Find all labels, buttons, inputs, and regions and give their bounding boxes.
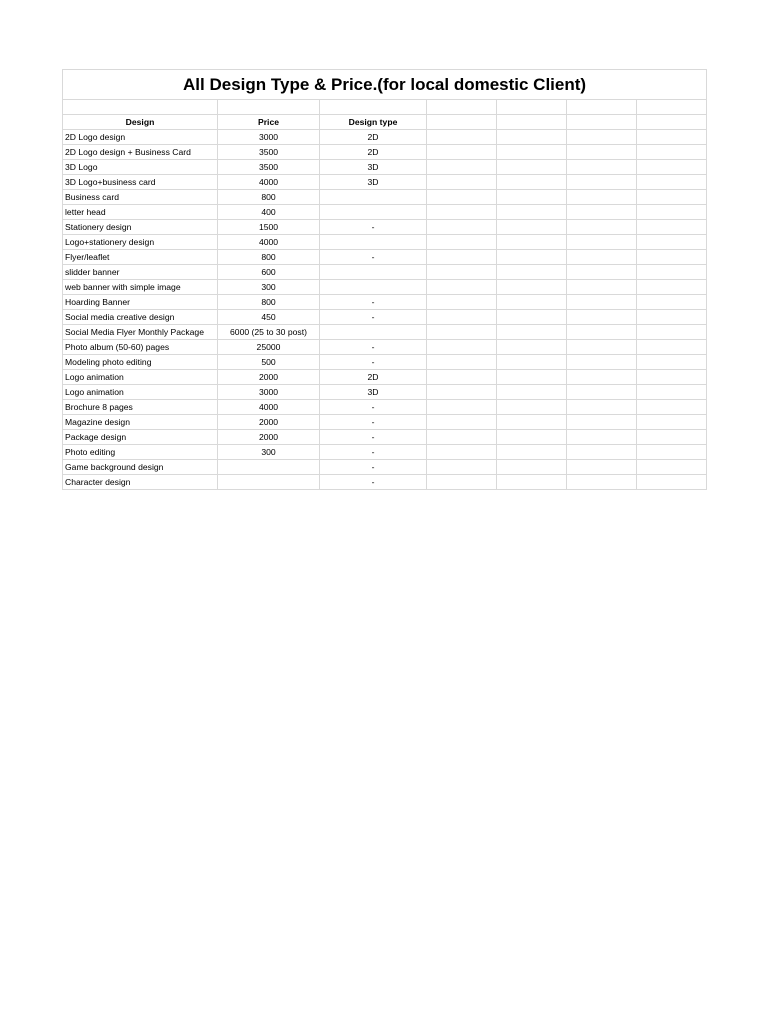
cell xyxy=(637,310,707,325)
cell-design: slidder banner xyxy=(63,265,218,280)
cell xyxy=(497,355,567,370)
title-row xyxy=(63,70,707,100)
cell-design: 3D Logo xyxy=(63,160,218,175)
cell-design-type xyxy=(320,235,427,250)
cell xyxy=(567,340,637,355)
cell xyxy=(497,460,567,475)
cell-design: Logo animation xyxy=(63,370,218,385)
cell xyxy=(637,265,707,280)
cell xyxy=(637,250,707,265)
cell-price: 3000 xyxy=(218,130,320,145)
cell xyxy=(567,370,637,385)
cell-price: 500 xyxy=(218,355,320,370)
cell xyxy=(497,235,567,250)
price-sheet xyxy=(62,69,706,490)
cell xyxy=(427,310,497,325)
cell xyxy=(567,430,637,445)
cell xyxy=(567,355,637,370)
cell xyxy=(567,385,637,400)
cell xyxy=(567,190,637,205)
cell xyxy=(497,175,567,190)
cell xyxy=(497,205,567,220)
cell xyxy=(637,190,707,205)
cell-design-type: - xyxy=(320,340,427,355)
cell-design: Magazine design xyxy=(63,415,218,430)
cell xyxy=(567,310,637,325)
table-row xyxy=(63,160,707,175)
cell-price: 2000 xyxy=(218,415,320,430)
cell-price: 300 xyxy=(218,280,320,295)
cell-price: 800 xyxy=(218,250,320,265)
cell-design-type: - xyxy=(320,415,427,430)
cell-design-type xyxy=(320,205,427,220)
sheet-title: All Design Type & Price.(for local domestic Client) xyxy=(63,70,707,100)
table-row xyxy=(63,295,707,310)
cell xyxy=(637,430,707,445)
cell-design-type: - xyxy=(320,475,427,490)
table-row xyxy=(63,355,707,370)
cell-design-type: - xyxy=(320,310,427,325)
cell xyxy=(427,100,497,115)
cell xyxy=(427,115,497,130)
cell-design: 2D Logo design xyxy=(63,130,218,145)
cell-design-type xyxy=(320,190,427,205)
cell xyxy=(497,400,567,415)
cell-design: Package design xyxy=(63,430,218,445)
cell xyxy=(497,190,567,205)
cell-design: Character design xyxy=(63,475,218,490)
cell xyxy=(637,130,707,145)
cell-price: 3000 xyxy=(218,385,320,400)
cell xyxy=(497,295,567,310)
cell-design: Photo editing xyxy=(63,445,218,460)
cell xyxy=(497,130,567,145)
cell xyxy=(427,265,497,280)
cell-design: 2D Logo design + Business Card xyxy=(63,145,218,160)
table-row xyxy=(63,475,707,490)
cell-design: Modeling photo editing xyxy=(63,355,218,370)
cell xyxy=(497,265,567,280)
cell xyxy=(567,460,637,475)
table-row xyxy=(63,220,707,235)
cell xyxy=(637,115,707,130)
cell-design-type: - xyxy=(320,400,427,415)
cell xyxy=(637,160,707,175)
table-row xyxy=(63,430,707,445)
table-row xyxy=(63,250,707,265)
cell xyxy=(427,370,497,385)
table-row xyxy=(63,205,707,220)
cell xyxy=(218,100,320,115)
cell-price: 600 xyxy=(218,265,320,280)
cell-design-type: - xyxy=(320,250,427,265)
cell xyxy=(637,445,707,460)
cell xyxy=(427,205,497,220)
cell-design: Social Media Flyer Monthly Package xyxy=(63,325,218,340)
cell xyxy=(637,385,707,400)
cell-price: 450 xyxy=(218,310,320,325)
cell-design-type xyxy=(320,265,427,280)
cell xyxy=(637,370,707,385)
table-row xyxy=(63,310,707,325)
cell-design-type: 3D xyxy=(320,385,427,400)
cell-price: 4000 xyxy=(218,175,320,190)
cell xyxy=(567,175,637,190)
cell-design-type: - xyxy=(320,460,427,475)
cell xyxy=(567,100,637,115)
cell-design: Photo album (50-60) pages xyxy=(63,340,218,355)
cell xyxy=(497,160,567,175)
header-row xyxy=(63,115,707,130)
cell-design: Game background design xyxy=(63,460,218,475)
cell-price: 25000 xyxy=(218,340,320,355)
cell-design: Logo+stationery design xyxy=(63,235,218,250)
cell xyxy=(497,475,567,490)
table-row xyxy=(63,400,707,415)
cell-price: 6000 (25 to 30 post) xyxy=(218,325,320,340)
cell-price: 4000 xyxy=(218,400,320,415)
cell xyxy=(497,145,567,160)
cell-design-type xyxy=(320,280,427,295)
cell xyxy=(637,100,707,115)
cell xyxy=(427,160,497,175)
cell-design: 3D Logo+business card xyxy=(63,175,218,190)
blank-row xyxy=(63,100,707,115)
table-row xyxy=(63,385,707,400)
cell xyxy=(497,370,567,385)
cell xyxy=(497,430,567,445)
table-row xyxy=(63,325,707,340)
cell xyxy=(567,145,637,160)
header-price: Price xyxy=(218,115,320,130)
cell xyxy=(497,115,567,130)
cell xyxy=(637,205,707,220)
cell-design-type: 3D xyxy=(320,160,427,175)
cell xyxy=(320,100,427,115)
cell xyxy=(497,325,567,340)
cell-price: 4000 xyxy=(218,235,320,250)
cell xyxy=(637,280,707,295)
cell xyxy=(637,355,707,370)
cell-design-type: 3D xyxy=(320,175,427,190)
cell xyxy=(567,130,637,145)
cell xyxy=(637,325,707,340)
table-row xyxy=(63,175,707,190)
cell-price: 2000 xyxy=(218,430,320,445)
cell-design-type: 2D xyxy=(320,130,427,145)
cell-design-type: - xyxy=(320,430,427,445)
cell-design: Flyer/leaflet xyxy=(63,250,218,265)
cell xyxy=(427,430,497,445)
table-row xyxy=(63,130,707,145)
header-design-type: Design type xyxy=(320,115,427,130)
cell xyxy=(637,175,707,190)
table-row xyxy=(63,145,707,160)
cell xyxy=(497,100,567,115)
cell-design: Social media creative design xyxy=(63,310,218,325)
cell-price: 3500 xyxy=(218,160,320,175)
table-row xyxy=(63,415,707,430)
cell-design: Hoarding Banner xyxy=(63,295,218,310)
cell xyxy=(637,415,707,430)
cell xyxy=(427,130,497,145)
cell xyxy=(427,475,497,490)
cell-price xyxy=(218,460,320,475)
cell-price: 800 xyxy=(218,190,320,205)
cell xyxy=(567,160,637,175)
cell xyxy=(637,460,707,475)
cell xyxy=(637,340,707,355)
cell xyxy=(497,445,567,460)
cell-design-type: - xyxy=(320,220,427,235)
cell-price: 400 xyxy=(218,205,320,220)
cell xyxy=(497,340,567,355)
cell xyxy=(427,295,497,310)
table-row xyxy=(63,280,707,295)
cell xyxy=(567,220,637,235)
cell-design-type: - xyxy=(320,445,427,460)
cell xyxy=(427,235,497,250)
cell xyxy=(567,205,637,220)
cell xyxy=(567,415,637,430)
cell xyxy=(567,265,637,280)
cell xyxy=(427,355,497,370)
price-table xyxy=(62,69,707,490)
cell xyxy=(427,190,497,205)
cell-price: 2000 xyxy=(218,370,320,385)
table-row xyxy=(63,370,707,385)
cell xyxy=(427,325,497,340)
cell-design-type xyxy=(320,325,427,340)
cell xyxy=(567,325,637,340)
cell xyxy=(427,250,497,265)
cell-design: web banner with simple image xyxy=(63,280,218,295)
cell xyxy=(637,145,707,160)
cell xyxy=(567,250,637,265)
cell xyxy=(427,385,497,400)
cell xyxy=(427,175,497,190)
cell-design: Stationery design xyxy=(63,220,218,235)
table-row xyxy=(63,190,707,205)
table-row xyxy=(63,265,707,280)
cell xyxy=(427,280,497,295)
cell xyxy=(427,340,497,355)
cell-price: 3500 xyxy=(218,145,320,160)
cell xyxy=(427,460,497,475)
cell xyxy=(427,145,497,160)
cell xyxy=(567,445,637,460)
cell xyxy=(567,235,637,250)
cell xyxy=(567,475,637,490)
cell xyxy=(497,310,567,325)
cell-design-type: - xyxy=(320,295,427,310)
cell-design-type: - xyxy=(320,355,427,370)
table-row xyxy=(63,460,707,475)
cell xyxy=(637,295,707,310)
cell xyxy=(567,280,637,295)
cell xyxy=(567,115,637,130)
cell xyxy=(427,445,497,460)
table-row xyxy=(63,445,707,460)
cell-design: letter head xyxy=(63,205,218,220)
cell-price: 1500 xyxy=(218,220,320,235)
cell xyxy=(637,475,707,490)
cell-design: Logo animation xyxy=(63,385,218,400)
cell xyxy=(427,220,497,235)
header-design: Design xyxy=(63,115,218,130)
cell xyxy=(427,415,497,430)
cell xyxy=(567,295,637,310)
cell xyxy=(497,250,567,265)
cell-price: 800 xyxy=(218,295,320,310)
cell xyxy=(497,415,567,430)
cell xyxy=(497,280,567,295)
cell-design: Business card xyxy=(63,190,218,205)
cell xyxy=(637,220,707,235)
cell xyxy=(427,400,497,415)
cell xyxy=(63,100,218,115)
cell xyxy=(637,400,707,415)
cell-price xyxy=(218,475,320,490)
table-row xyxy=(63,235,707,250)
cell xyxy=(497,220,567,235)
cell xyxy=(637,235,707,250)
cell xyxy=(567,400,637,415)
cell-design: Brochure 8 pages xyxy=(63,400,218,415)
cell xyxy=(497,385,567,400)
cell-design-type: 2D xyxy=(320,370,427,385)
cell-price: 300 xyxy=(218,445,320,460)
cell-design-type: 2D xyxy=(320,145,427,160)
table-row xyxy=(63,340,707,355)
